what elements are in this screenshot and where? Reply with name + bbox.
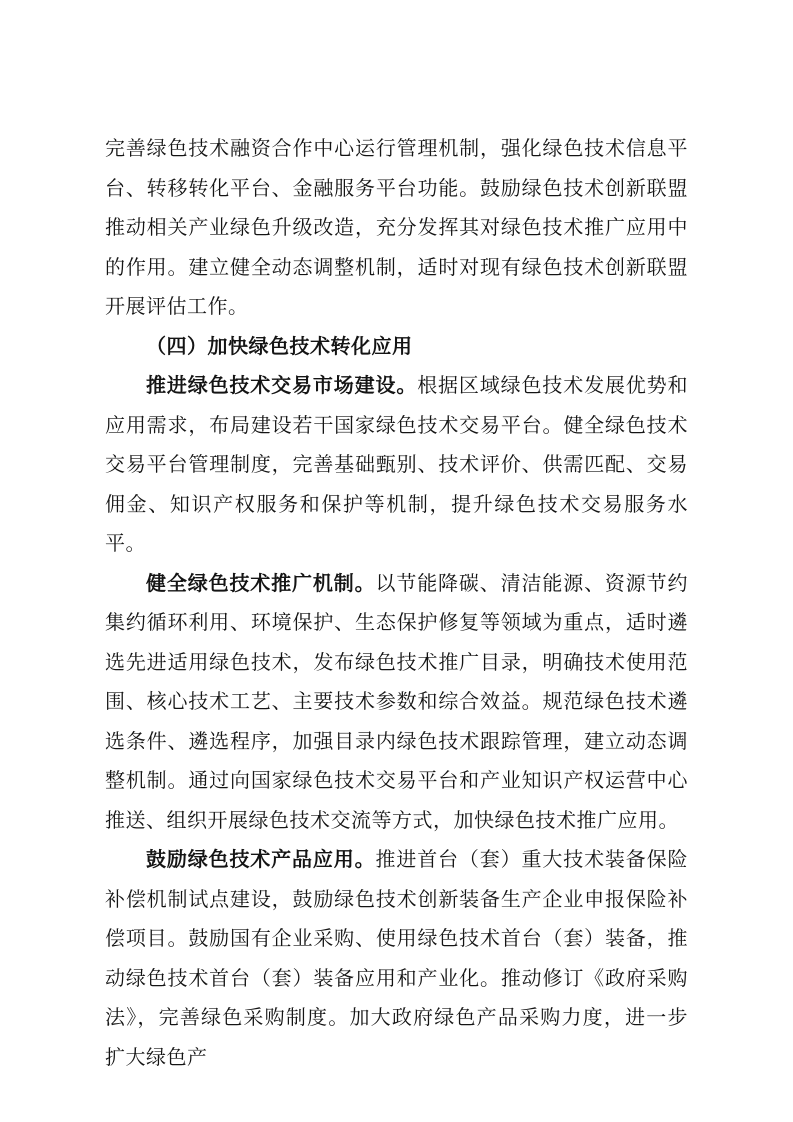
paragraph-text: 根据区域绿色技术发展优势和应用需求，布局建设若干国家绿色技术交易平台。健全绿色技术交易平台管理制度，完善基础甄别、技术评价、供需匹配、交易佣金、知识产权服务和保护等机制，提升绿色技术交易服务水平。	[105, 375, 689, 555]
paragraph-continuation	[105, 130, 688, 328]
paragraph-lead: 健全绿色技术推广机制。	[146, 572, 376, 595]
paragraph-text: 完善绿色技术融资合作中心运行管理机制，强化绿色技术信息平台、转移转化平台、金融服务平台功能。鼓励绿色技术创新联盟推动相关产业绿色升级改造，充分发挥其对绿色技术推广应用中的作用。建立健全动态调整机制，适时对现有绿色技术创新联盟开展评估工作。	[105, 138, 688, 318]
paragraph-text: 推进首台（套）重大技术装备保险补偿机制试点建设，鼓励绿色技术创新装备生产企业申报保险补偿项目。鼓励国有企业采购、使用绿色技术首台（套）装备，推动绿色技术首台（套）装备应用和产业化。推动修订《政府采购法》，完善绿色采购制度。加大政府绿色产品采购力度，进一步扩大绿色产	[105, 849, 689, 1069]
paragraph	[105, 367, 688, 565]
paragraph-text: 以节能降碳、清洁能源、资源节约集约循环利用、环境保护、生态保护修复等领域为重点，适时遴选先进适用绿色技术，发布绿色技术推广目录，明确技术使用范围、核心技术工艺、主要技术参数和综合效益。规范绿色技术遴选条件、遴选程序，加强目录内绿色技术跟踪管理，建立动态调整机制。通过向国家绿色技术交易平台和产业知识产权运营中心推送、组织开展绿色技术交流等方式，加快绿色技术推广应用。	[105, 572, 689, 832]
paragraph	[105, 565, 688, 842]
paragraph	[105, 841, 688, 1078]
paragraph-lead: 推进绿色技术交易市场建设。	[146, 375, 418, 397]
section-heading-text: （四）加快绿色技术转化应用	[146, 335, 413, 358]
paragraph-lead: 鼓励绿色技术产品应用。	[146, 849, 376, 871]
section-heading	[105, 328, 688, 368]
